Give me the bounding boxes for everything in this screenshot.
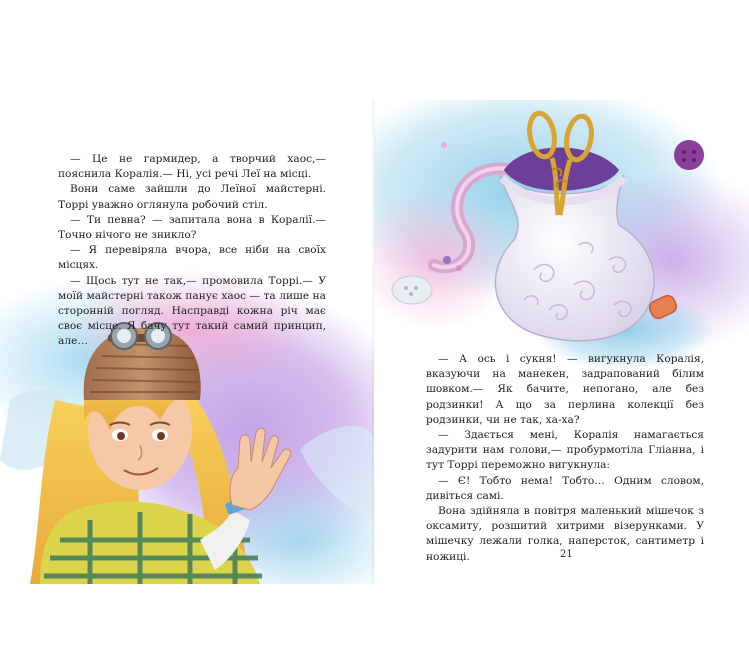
button-hole: [414, 286, 418, 290]
paragraph: — Ти певна? — запитала вона в Коралії.— Точно нічого не зникло?: [58, 213, 326, 242]
paragraph: — А ось і сукня! — вигукнула Коралія, вказуючи на манекен, задрапований білим шовком.— Як бачите, непогано, але без родзинки! А що за перлина колекції без родзинки, чи не так, ха-ха?: [426, 353, 704, 426]
paragraph: Вона здійняла в повітря маленький мішечок з оксамиту, розшитий хитрими візерунками. У мішечку лежали голка, наперсток, сантиметр і ножиці.: [426, 505, 704, 563]
right-page-text: [426, 352, 704, 565]
paragraph: — Здається мені, Коралія намагається задурити нам голови,— пробурмотіла Гліанна, і тут Торрі переможно вигукнула:: [426, 429, 704, 472]
paragraph: Вони саме зайшли до Леїної майстерні. Торрі уважно оглянула робочий стіл.: [58, 183, 326, 211]
left-page-text: [58, 152, 326, 350]
page-number: 21: [560, 549, 573, 560]
button-hole: [682, 158, 686, 162]
paragraph: — Я перевіряла вчора, все ніби на своїх місцях.: [58, 244, 326, 272]
white-button-icon: [392, 276, 432, 304]
button-hole: [682, 150, 686, 154]
right-pupil: [157, 432, 165, 440]
button-hole: [692, 158, 696, 162]
button-hole: [409, 292, 413, 296]
bead-icon: [441, 142, 447, 148]
paragraph: — Є! Тобто нема! Тобто… Одним словом, дивіться самі.: [426, 474, 704, 502]
button-hole: [692, 150, 696, 154]
bead-icon: [456, 265, 462, 271]
paragraph: — Це не гармидер, а творчий хаос,— пояснила Коралія.— Ні, усі речі Леї на місці.: [58, 153, 326, 181]
bead-icon: [443, 256, 451, 264]
book-spread: [0, 100, 749, 584]
button-hole: [404, 286, 408, 290]
right-page: [374, 100, 749, 584]
left-pupil: [117, 432, 125, 440]
purple-button-icon: [674, 140, 704, 170]
left-page: [0, 100, 374, 584]
paragraph: — Щось тут не так,— промовила Торрі.— У моїй майстерні також панує хаос — та лише на сторонній погляд. Насправді кожна річ має своє місце. Я бачу тут такий самий принцип, але…: [58, 274, 326, 348]
